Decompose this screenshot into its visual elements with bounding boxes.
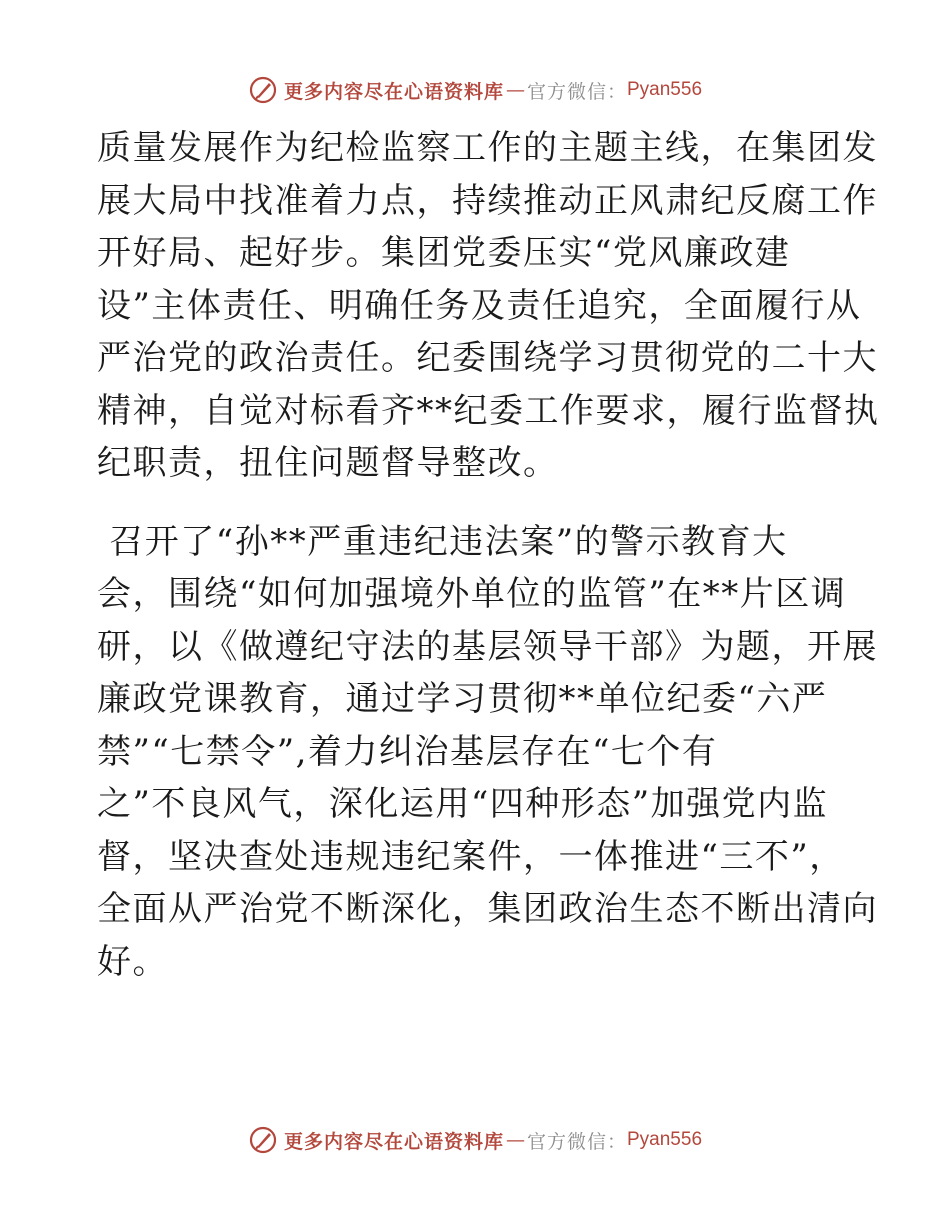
text-line: 开好局、起好步。集团党委压实“党风廉政建 [97,233,791,273]
text-line: 召开了“孙**严重违纪违法案”的警示教育大 [97,521,788,562]
text-line: 设”主体责任、明确任务及责任追究，全面履行从 [97,285,862,326]
text-line: 精神，自觉对标看齐**纪委工作要求，履行监督执 [97,390,880,431]
quill-logo-icon [248,1125,278,1155]
watermark-sub-text: 官方微信： [526,80,627,103]
text-line: 展大局中找准着力点，持续推动正风肃纪反腐工作 [97,180,878,221]
watermark-main-text: 更多内容尽在心语资料库 [283,80,504,103]
footer-watermark [0,1122,950,1158]
header-watermark [0,72,950,108]
paragraph-2 [97,516,878,989]
watermark-handle: Pyan556 [627,1129,703,1150]
watermark-dash: — [505,1129,525,1151]
watermark-dash: — [505,79,525,101]
text-line: 研，以《做遵纪守法的基层领导干部》为题，开展 [97,626,878,667]
paragraph-1 [97,122,880,490]
watermark-main-text: 更多内容尽在心语资料库 [283,1130,504,1153]
quill-logo-icon [248,75,278,105]
text-line: 严治党的政治责任。纪委围绕学习贯彻党的二十大 [97,338,878,378]
text-line: 质量发展作为纪检监察工作的主题主线，在集团发 [97,128,878,168]
watermark-handle: Pyan556 [627,79,703,100]
watermark-sub-text: 官方微信： [526,1130,627,1153]
text-line: 廉政党课教育，通过学习贯彻**单位纪委“六严 [97,679,828,719]
text-line: 督，坚决查处违规违纪案件，一体推进“三不”， [97,836,845,877]
text-line: 好。 [97,941,168,982]
text-line: 纪职责，扭住问题督导整改。 [97,443,559,483]
text-line: 会，围绕“如何加强境外单位的监管”在**片区调 [97,574,847,614]
body-text [97,122,880,988]
text-line: 之”不良风气，深化运用“四种形态”加强党内监 [97,784,829,824]
text-line: 禁”“七禁令”,着力纠治基层存在“七个有 [97,731,718,772]
text-line: 全面从严治党不断深化，集团政治生态不断出清向 [97,889,878,929]
